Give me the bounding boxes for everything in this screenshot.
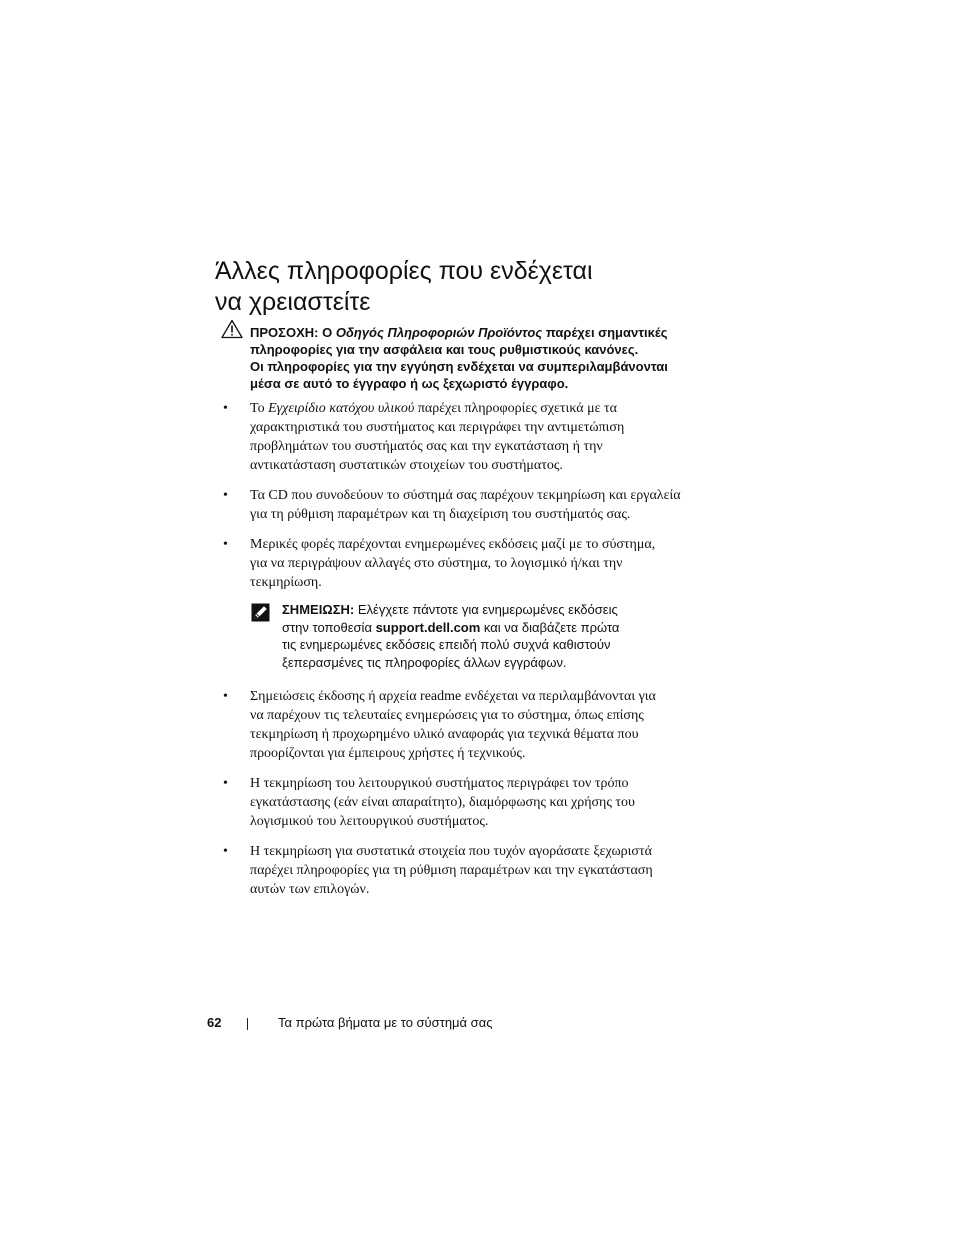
heading-line-1: Άλλες πληροφορίες που ενδέχεται — [215, 257, 593, 285]
list-item: • Το Εγχειρίδιο κατόχου υλικού παρέχει πληροφορίες σχετικά με τα χαρακτηριστικά του συστήματος και περιγράφει την αντιμετώπιση προβλημάτων του συστήματός σας και την εγκατάσταση ή την αντικατάσταση συστατικών στοιχείων του συστήματος. — [223, 401, 625, 473]
bullet-dot: • — [223, 689, 228, 704]
bullet-dot: • — [223, 844, 228, 859]
page-number: 62 — [207, 1015, 222, 1030]
caution-line-4: μέσα σε αυτό το έγγραφο ή ως ξεχωριστό έγγραφο. — [250, 376, 569, 391]
bullet-dot: • — [223, 537, 228, 552]
bullet-dot: • — [223, 776, 228, 791]
list-item: • Σημειώσεις έκδοσης ή αρχεία readme ενδέχεται να περιλαμβάνονται για να παρέχουν τις τελευταίες ενημερώσεις για το σύστημα, όπως επίσης τεκμηρίωση ή προχωρημένο υλικό αναφοράς για τεχνικά θέματα που προορίζονται για έμπειρους χρήστες ή τεχνικούς. — [223, 689, 656, 761]
warning-triangle-icon — [221, 319, 243, 339]
caution-line-2: πληροφορίες για την ασφάλεια και τους ρυθμιστικούς κανόνες. — [250, 342, 639, 357]
page-heading — [215, 256, 775, 318]
caution-label: ΠΡΟΣΟΧΗ: — [250, 325, 319, 340]
note-label: ΣΗΜΕΙΩΣΗ: — [282, 602, 355, 617]
list-item: • Η τεκμηρίωση για συστατικά στοιχεία που τυχόν αγοράσατε ξεχωριστά παρέχει πληροφορίες για τη ρύθμιση παραμέτρων και την εγκατάσταση αυτών των επιλογών. — [223, 844, 653, 897]
list-item: • Τα CD που συνοδεύουν το σύστημά σας παρέχουν τεκμηρίωση και εργαλεία για τη ρύθμιση παραμέτρων και τη διαχείριση του συστήματός σας. — [223, 488, 681, 522]
footer-separator — [247, 1018, 248, 1030]
caution-line-3: Οι πληροφορίες για την εγγύηση ενδέχεται να συμπεριλαμβάνονται — [250, 359, 668, 374]
support-site-link[interactable]: support.dell.com — [375, 619, 481, 635]
caution-text — [250, 324, 730, 392]
page-footer — [207, 1015, 607, 1035]
heading-line-2: να χρειαστείτε — [215, 288, 371, 316]
bullet-dot: • — [223, 488, 228, 503]
info-list — [223, 399, 723, 910]
caution-line-1: ΠΡΟΣΟΧΗ: Ο Οδηγός Πληροφοριών Προϊόντος παρέχει σημαντικές — [250, 325, 668, 340]
note-box — [250, 601, 723, 671]
note-text: ΣΗΜΕΙΩΣΗ: Ελέγχετε πάντοτε για ενημερωμένες εκδόσεις στην τοποθεσία support.dell.com και να διαβάζετε πρώτα τις ενημερωμένες εκδόσεις επειδή πολύ συχνά καθιστούν ξεπερασμένες τις πληροφορίες άλλων εγγράφων. — [282, 602, 620, 670]
chapter-title: Τα πρώτα βήματα με το σύστημά σας — [278, 1015, 493, 1030]
product-info-guide-title: Οδηγός Πληροφοριών Προϊόντος — [335, 325, 543, 340]
list-item: • Μερικές φορές παρέχονται ενημερωμένες εκδόσεις μαζί με το σύστημα, για να περιγράψουν αλλαγές στο σύστημα, το λογισμικό ή/και την τεκμηρίωση. ΣΗΜΕΙΩΣΗ: Ελέγχετε πάντοτε για ενημερωμένες εκδόσεις στην τοποθεσία support.dell.com και να διαβάζετε πρώτα τις ενημερωμένες εκδόσεις επειδή πολύ συχνά καθιστούν ξεπερασμένες τις πληροφορίες άλλων εγγράφων. — [223, 535, 723, 671]
bullet-dot: • — [223, 401, 228, 416]
hardware-owners-manual-title: Εγχειρίδιο κατόχου υλικού — [268, 401, 415, 416]
list-item: • Η τεκμηρίωση του λειτουργικού συστήματος περιγράφει τον τρόπο εγκατάστασης (εάν είναι απαραίτητο), διαμόρφωσης και χρήσης του λογισμικού του λειτουργικού συστήματος. — [223, 776, 635, 829]
note-pencil-icon — [251, 603, 270, 622]
